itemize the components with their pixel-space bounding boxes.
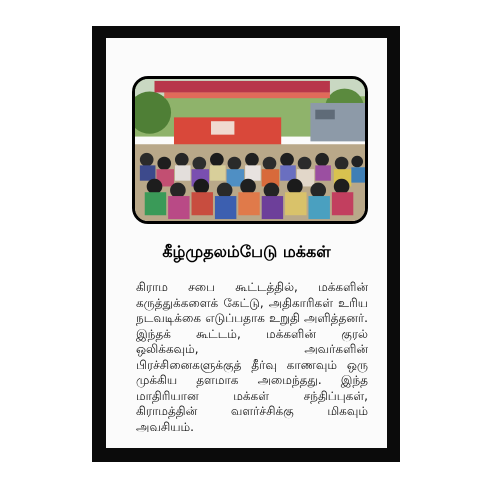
poster-paper xyxy=(106,38,387,448)
document-title: கீழ்முதலம்பேடு மக்கள் xyxy=(162,242,331,261)
poster-frame xyxy=(92,26,400,462)
document-body: கிராம சபை கூட்டத்தில், மக்களின் கருத்துக்களைக் கேட்டு, அதிகாரிகள் உரிய நடவடிக்கை எடுப்பதாக உறுதி அளித்தனர். இந்தக் கூட்டம், மக்களின் குரல் ஒலிக்கவும், அவர்களின் பிரச்சினைகளுக்குத் தீர்வு காணவும் ஒரு முக்கிய தளமாக அமைந்தது. இந்த மாதிரியான மக்கள் சந்திப்புகள், கிராமத்தின் வளர்ச்சிக்கு மிகவும் அவசியம். xyxy=(136,280,368,434)
village-meeting-photo xyxy=(132,76,368,224)
village-meeting-photo-art xyxy=(135,79,365,221)
